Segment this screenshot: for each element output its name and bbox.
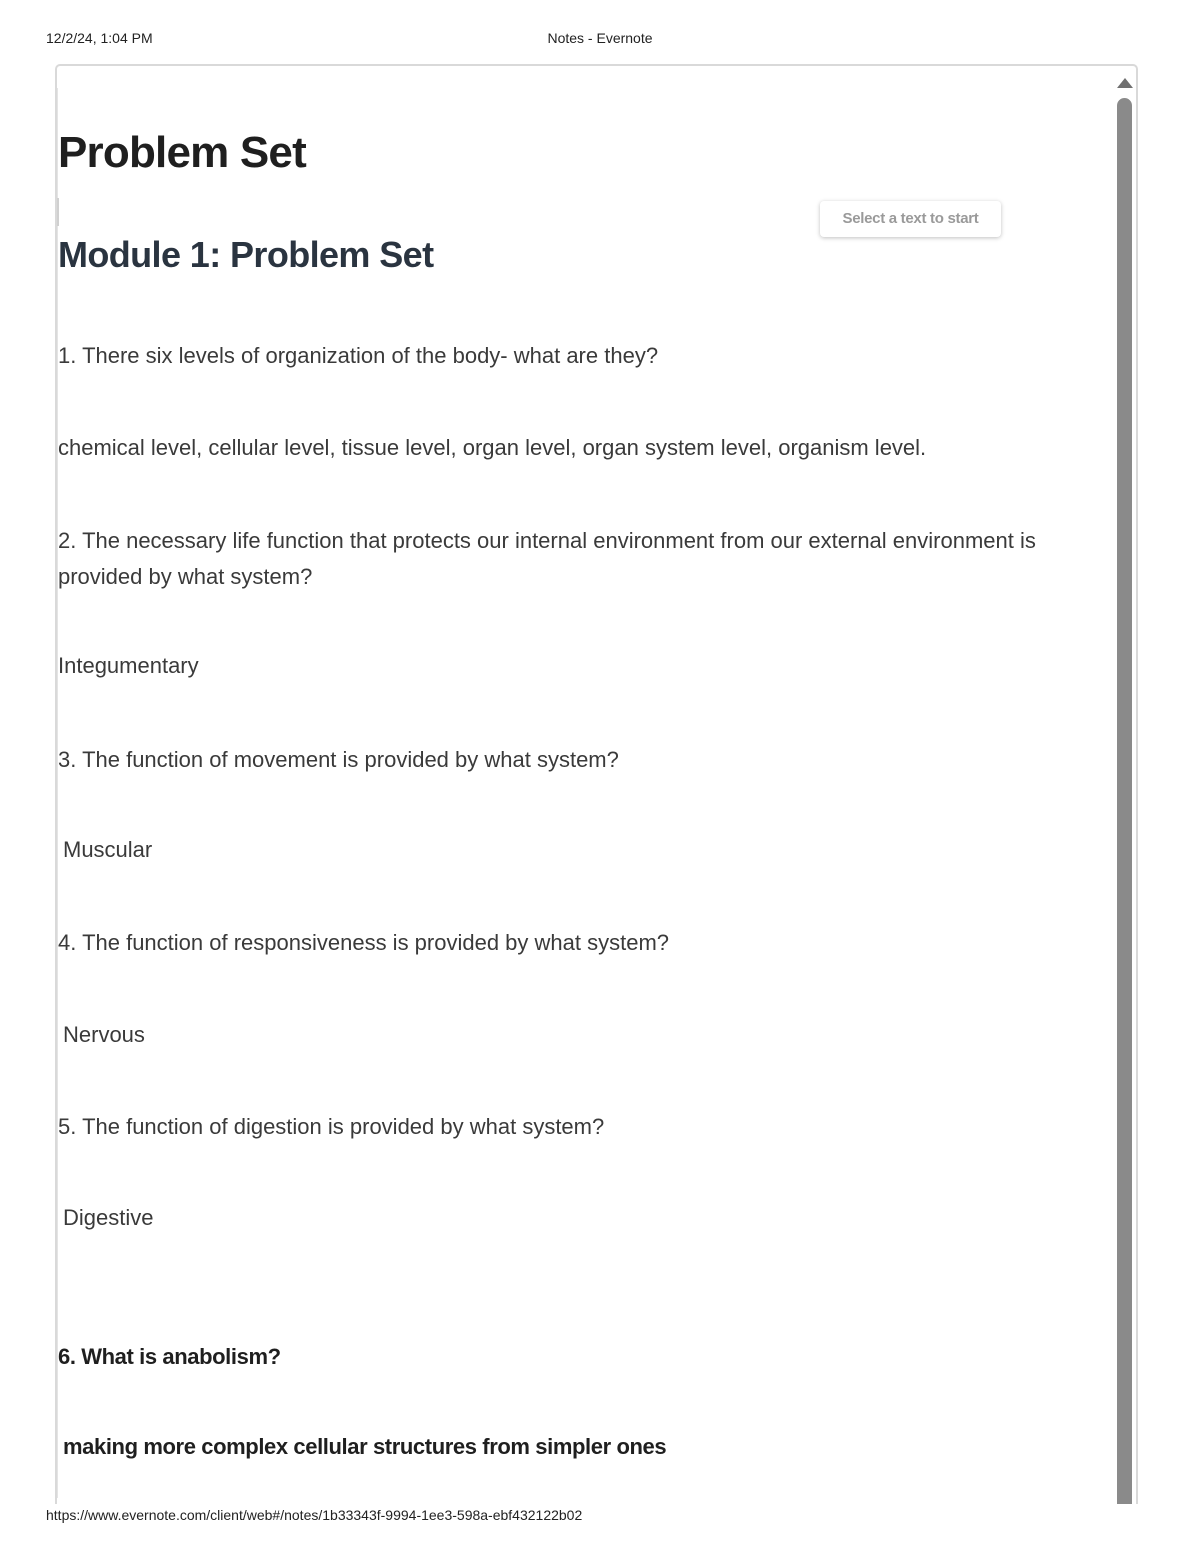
editor-scrollbar[interactable] <box>1114 72 1134 1504</box>
note-editor-frame <box>55 64 1138 1504</box>
question-4[interactable]: 4. The function of responsiveness is provided by what system? <box>58 930 670 955</box>
question-3[interactable]: 3. The function of movement is provided by what system? <box>58 747 619 772</box>
scrollbar-thumb[interactable] <box>1117 98 1132 1504</box>
select-text-tooltip: Select a text to start <box>820 201 1001 237</box>
answer-2[interactable]: Integumentary <box>58 653 199 678</box>
print-datetime: 12/2/24, 1:04 PM <box>46 30 153 46</box>
question-2[interactable]: 2. The necessary life function that protects our internal environment from our external environment is provided by what system? <box>58 528 1036 589</box>
note-title[interactable]: Problem Set <box>58 128 306 177</box>
question-1[interactable]: 1. There six levels of organization of the body- what are they? <box>58 343 659 368</box>
scroll-up-arrow-icon[interactable] <box>1117 78 1133 88</box>
answer-1[interactable]: chemical level, cellular level, tissue level, organ level, organ system level, organism level. <box>58 435 927 460</box>
question-6[interactable]: 6. What is anabolism? <box>58 1344 281 1369</box>
answer-3[interactable]: Muscular <box>63 837 153 862</box>
print-url: https://www.evernote.com/client/web#/notes/1b33343f-9994-1ee3-598a-ebf432122b02 <box>46 1507 583 1523</box>
answer-5[interactable]: Digestive <box>63 1205 154 1230</box>
module-heading[interactable]: Module 1: Problem Set <box>58 234 434 275</box>
answer-6[interactable]: making more complex cellular structures from simpler ones <box>63 1434 667 1459</box>
editor-cursor-marker <box>57 198 59 226</box>
print-page-title: Notes - Evernote <box>547 30 653 46</box>
question-5[interactable]: 5. The function of digestion is provided by what system? <box>58 1114 605 1139</box>
editor-left-border <box>57 88 58 1498</box>
answer-4[interactable]: Nervous <box>63 1022 145 1047</box>
